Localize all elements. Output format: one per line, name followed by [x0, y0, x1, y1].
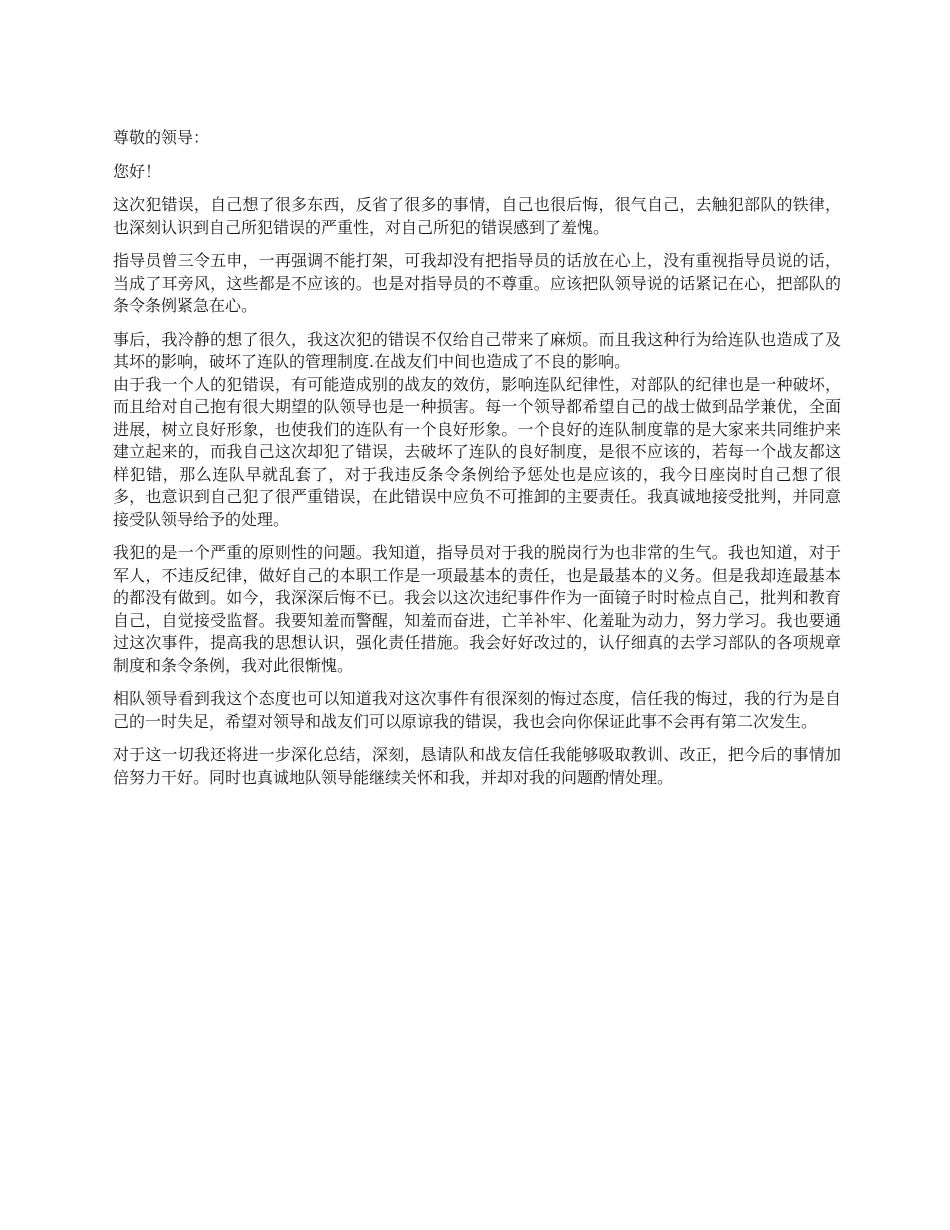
- paragraph: 指导员曾三令五申，一再强调不能打架，可我却没有把指导员的话放在心上，没有重视指导员说的话，当成了耳旁风，这些都是不应该的。也是对指导员的不尊重。应该把队领导说的话紧记在心，把部队的条令条例紧急在心。: [113, 251, 841, 315]
- greeting: 您好！: [113, 161, 162, 181]
- paragraph: 相队领导看到我这个态度也可以知道我对这次事件有很深刻的悔过态度，信任我的悔过，我的行为是自己的一时失足，希望对领导和战友们可以原谅我的错误，我也会向你保证此事不会再有第二次发生。: [113, 689, 841, 731]
- document-body: [113, 127, 841, 800]
- paragraph: 我犯的是一个严重的原则性的问题。我知道，指导员对于我的脱岗行为也非常的生气。我也知道，对于军人，不违反纪律，做好自己的本职工作是一项最基本的责任，也是最基本的义务。但是我却连最基本的都没有做到。如今，我深深后悔不已。我会以这次违纪事件作为一面镜子时时检点自己，批判和教育自己，自觉接受监督。我要知羞而警醒，知羞而奋进，亡羊补牢、化羞耻为动力，努力学习。我也要通过这次事件，提高我的思想认识，强化责任措施。我会好好改过的，认仔细真的去学习部队的各项规章制度和条令条例，我对此很惭愧。: [113, 543, 841, 675]
- paragraph: 事后，我冷静的想了很久，我这次犯的错误不仅给自己带来了麻烦。而且我这种行为给连队也造成了及其坏的影响，破坏了连队的管理制度.在战友们中间也造成了不良的影响。: [113, 329, 841, 371]
- paragraph: 由于我一个人的犯错误，有可能造成别的战友的效仿，影响连队纪律性，对部队的纪律也是一种破坏，而且给对自己抱有很大期望的队领导也是一种损害。每一个领导都希望自己的战士做到品学兼优，全面进展，树立良好形象，也使我们的连队有一个良好形象。一个良好的连队制度靠的是大家来共同维护来建立起来的，而我自己这次却犯了错误，去破坏了连队的良好制度，是很不应该的，若每一个战友都这样犯错，那么连队早就乱套了，对于我违反条令条例给予惩处也是应该的，我今日座岗时自己想了很多，也意识到自己犯了很严重错误，在此错误中应负不可推卸的主要责任。我真诚地接受批判，并同意接受队领导给予的处理。: [113, 374, 841, 529]
- paragraph: 这次犯错误，自己想了很多东西，反省了很多的事情，自己也很后悔，很气自己，去触犯部队的铁律，也深刻认识到自己所犯错误的严重性，对自己所犯的错误感到了羞愧。: [113, 195, 841, 237]
- paragraph: 对于这一切我还将进一步深化总结，深刻，恳请队和战友信任我能够吸取教训、改正，把今后的事情加倍努力干好。同时也真诚地队领导能继续关怀和我，并却对我的问题酌情处理。: [113, 745, 841, 787]
- salutation: 尊敬的领导：: [113, 128, 210, 147]
